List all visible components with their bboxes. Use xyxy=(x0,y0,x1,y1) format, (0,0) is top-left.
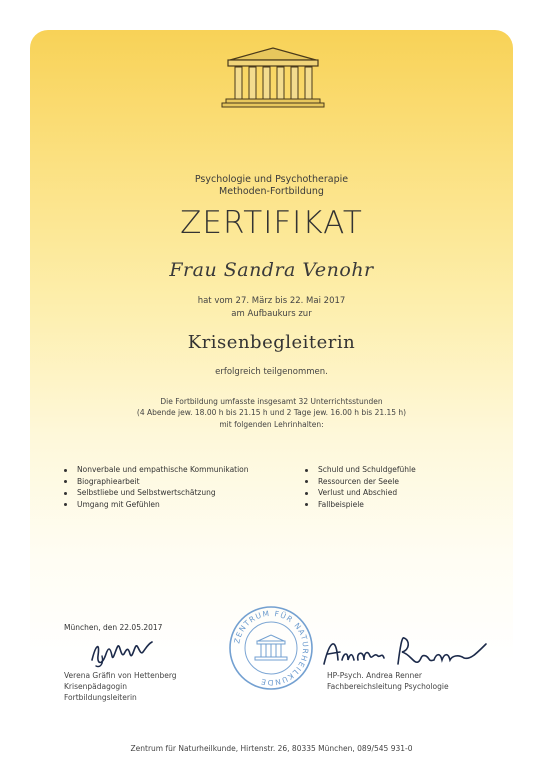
course-name: Krisenbegleiterin xyxy=(187,332,356,353)
signer-right-role: Fachbereichsleitung Psychologie xyxy=(327,682,449,691)
place-date: München, den 22.05.2017 xyxy=(64,623,163,632)
stamp-seal-icon xyxy=(228,605,314,691)
training-info-line-3: mit folgenden Lehrinhalten: xyxy=(219,420,324,429)
signature-left-icon xyxy=(88,636,158,670)
bullet-icon xyxy=(64,503,67,506)
signer-left-role-2: Fortbildungsleiterin xyxy=(64,693,137,702)
header-line-2: Methoden-Fortbildung xyxy=(219,186,324,197)
bullet-icon xyxy=(64,469,67,472)
topics-left-list xyxy=(64,464,249,510)
topics-right-list xyxy=(305,464,416,510)
training-info-line-2: (4 Abende jew. 18.00 h bis 21.15 h und 2 Tage jew. 16.00 h bis 21.15 h) xyxy=(136,408,407,417)
bullet-icon xyxy=(305,480,308,483)
signature-right-icon xyxy=(318,630,493,674)
list-item: Schuld und Schuldgefühle xyxy=(305,464,416,476)
bullet-icon xyxy=(305,469,308,472)
stamp-ring-text: ZENTRUM FÜR NATURHEILKUNDE xyxy=(232,608,311,688)
list-item: Fallbeispiele xyxy=(305,499,416,511)
certificate-title: ZERTIFIKAT xyxy=(180,205,363,241)
list-item: Ressourcen der Seele xyxy=(305,476,416,488)
temple-logo-icon xyxy=(218,46,328,108)
completion-text: erfolgreich teilgenommen. xyxy=(215,367,328,377)
list-item: Biographiearbeit xyxy=(64,476,249,488)
training-info-line-1: Die Fortbildung umfasste insgesamt 32 Unterrichtsstunden xyxy=(160,397,383,406)
signer-left-name: Verena Gräfin von Hettenberg xyxy=(64,671,177,680)
list-item: Umgang mit Gefühlen xyxy=(64,499,249,511)
bullet-icon xyxy=(305,492,308,495)
recipient-name: Frau Sandra Venohr xyxy=(169,259,374,281)
bullet-icon xyxy=(64,492,67,495)
signer-right-name: HP-Psych. Andrea Renner xyxy=(327,671,422,680)
footer-address: Zentrum für Naturheilkunde, Hirtenstr. 26, 80335 München, 089/545 931-0 xyxy=(130,744,413,753)
signer-left-role-1: Krisenpädagogin xyxy=(64,682,128,691)
bullet-icon xyxy=(305,503,308,506)
list-item: Selbstliebe und Selbstwertschätzung xyxy=(64,487,249,499)
header-line-1: Psychologie und Psychotherapie xyxy=(194,174,349,185)
list-item: Verlust und Abschied xyxy=(305,487,416,499)
bullet-icon xyxy=(64,480,67,483)
period-text: hat vom 27. März bis 22. Mai 2017 xyxy=(197,296,346,306)
signer-left xyxy=(64,670,177,703)
signer-right xyxy=(327,670,449,692)
list-item: Nonverbale und empathische Kommunikation xyxy=(64,464,249,476)
course-intro: am Aufbaukurs zur xyxy=(231,309,312,319)
